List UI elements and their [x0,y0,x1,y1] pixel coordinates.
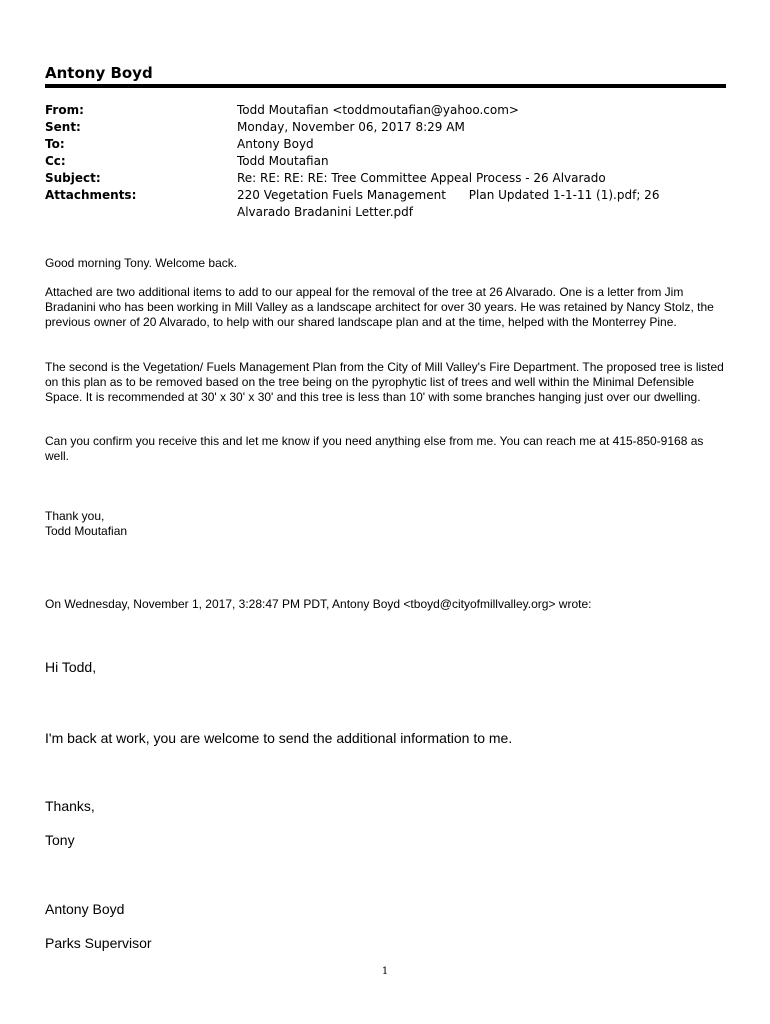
message-paragraph-3: Can you confirm you receive this and let me know if you need anything else from me. You can reach me at 415-850-9168 as well. [45,434,704,463]
cc-value: Todd Moutafian [237,154,329,168]
quoted-signoff: Thanks, [45,798,95,814]
attachments-value[interactable]: 220 Vegetation Fuels Management Plan Updated 1-1-11 (1).pdf; 26 Alvarado Bradanini Letter.pdf [237,188,664,219]
sent-label: Sent: [45,120,81,134]
sent-row [45,119,707,136]
message-greeting: Good morning Tony. Welcome back. [45,256,238,270]
message-signoff: Thank you, [45,509,105,523]
subject-label: Subject: [45,171,101,185]
subject-row [45,170,707,187]
message-paragraph-2: The second is the Vegetation/ Fuels Management Plan from the City of Mill Valley's Fire Department. The proposed tree is listed on this plan as to be removed based on the tree being on the pyrophytic list of trees and well within the Minimal Defensible Space. It is recommended at 30' x 30' x 30' and this tree is less than 10' with some branches hanging just over our dwelling. [45,360,724,404]
to-label: To: [45,137,65,151]
cc-label: Cc: [45,154,66,168]
to-value: Antony Boyd [237,137,314,151]
quoted-full-name: Antony Boyd [45,901,125,917]
from-row [45,102,707,119]
attachments-row [45,187,707,221]
document-title: Antony Boyd [45,64,153,82]
quoted-greeting: Hi Todd, [45,659,97,675]
attachments-label: Attachments: [45,188,137,202]
subject-value: Re: RE: RE: RE: Tree Committee Appeal Process - 26 Alvarado [237,171,606,185]
from-value: Todd Moutafian <toddmoutafian@yahoo.com> [237,103,519,117]
page-number: 1 [381,966,389,977]
cc-row [45,153,707,170]
quoted-body: I'm back at work, you are welcome to send the additional information to me. [45,730,513,746]
quoted-intro: On Wednesday, November 1, 2017, 3:28:47 PM PDT, Antony Boyd <tboyd@cityofmillvalley.org> wrote: [45,597,592,611]
title-divider [45,84,726,88]
quoted-short-name: Tony [45,832,75,848]
sent-value: Monday, November 06, 2017 8:29 AM [237,120,465,134]
email-header-fields [45,102,707,221]
message-signature: Todd Moutafian [45,524,128,538]
message-paragraph-1: Attached are two additional items to add to our appeal for the removal of the tree at 26 Alvarado. One is a letter from Jim Bradanini who has been working in Mill Valley as a landscape architect for over 30 years. He was retained by Nancy Stolz, the previous owner of 20 Alvarado, to help with our shared landscape plan and at the time, helped with the Monterrey Pine. [45,285,714,329]
from-label: From: [45,103,84,117]
to-row [45,136,707,153]
quoted-job-title: Parks Supervisor [45,935,152,951]
